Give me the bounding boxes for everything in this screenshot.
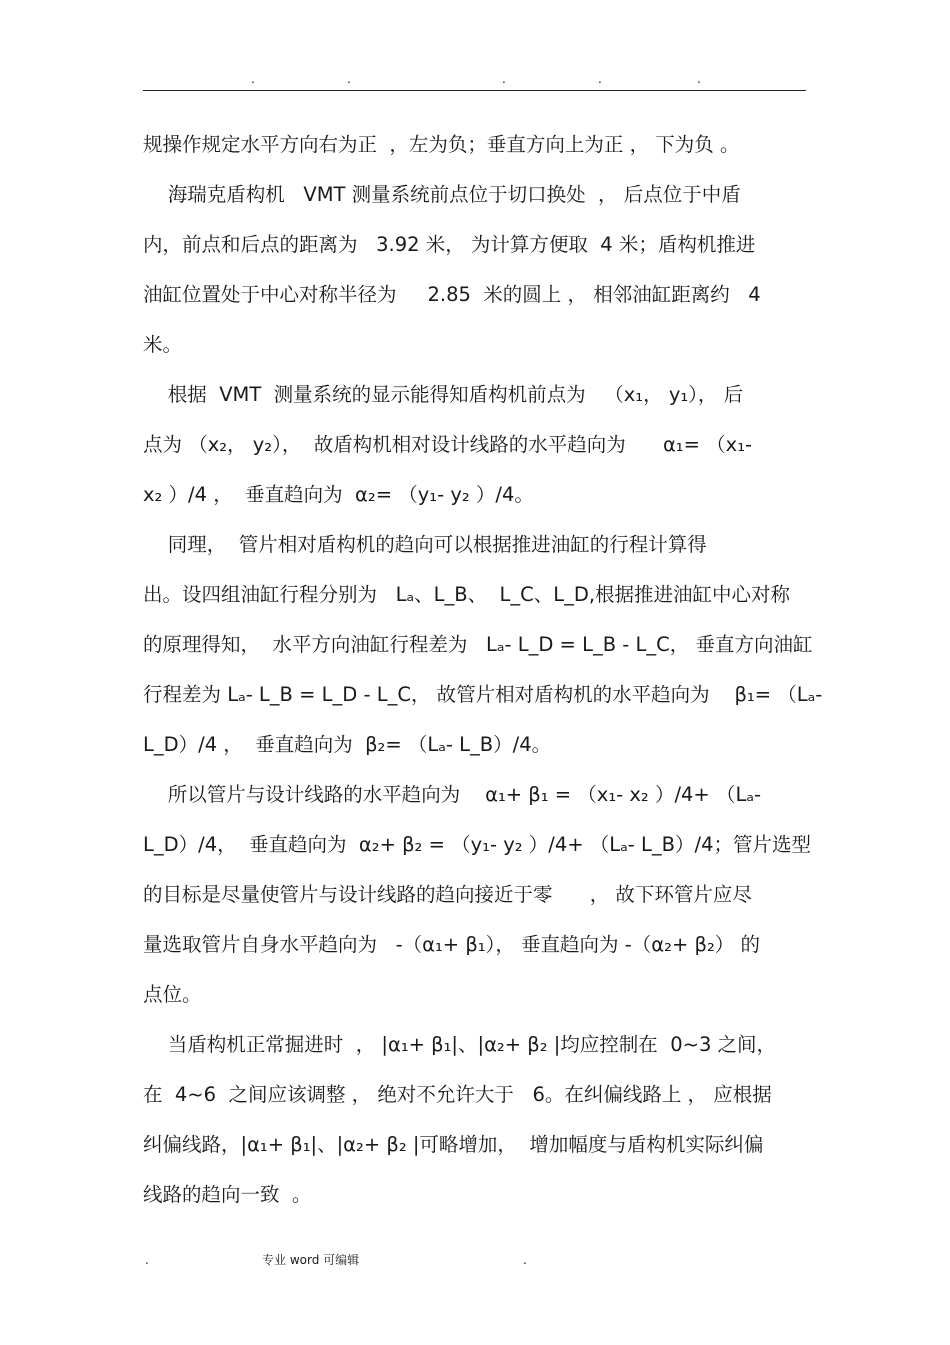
text-line: 根据 VMT 测量系统的显示能得知盾构机前点为 （x₁， y₁）， 后 bbox=[143, 383, 744, 406]
header-dot: . bbox=[697, 72, 701, 86]
text-line: 的原理得知， 水平方向油缸行程差为 Lₐ- L_D = L_B - L_C， 垂直方向油缸 bbox=[143, 633, 813, 656]
header-dots bbox=[0, 72, 950, 86]
text-line: 线路的趋向一致 。 bbox=[143, 1183, 312, 1206]
text-line: 点为 （x₂， y₂）， 故盾构机相对设计线路的水平趋向为 α₁= （x₁- bbox=[143, 433, 753, 456]
text-line: 米。 bbox=[143, 333, 183, 356]
text-line: 在 4~6 之间应该调整 ， 绝对不允许大于 6。在纠偏线路上 ， 应根据 bbox=[143, 1083, 772, 1106]
footer-left-dot: . bbox=[145, 1253, 149, 1267]
text-line: 海瑞克盾构机 VMT 测量系统前点位于切口换处 ， 后点位于中盾 bbox=[143, 183, 741, 206]
footer-right-dot: . bbox=[523, 1253, 527, 1267]
text-line: 点位。 bbox=[143, 983, 202, 1006]
text-line: 所以管片与设计线路的水平趋向为 α₁+ β₁ = （x₁- x₂ ）/4+ （Lₐ- bbox=[143, 783, 761, 806]
text-line: 油缸位置处于中心对称半径为 2.85 米的圆上 ， 相邻油缸距离约 4 bbox=[143, 283, 761, 306]
text-line: L_D）/4， 垂直趋向为 α₂+ β₂ = （y₁- y₂ ）/4+ （Lₐ- L_B）/4；管片选型 bbox=[143, 833, 811, 856]
header-dot: . bbox=[251, 72, 255, 86]
header-rule bbox=[143, 90, 806, 91]
text-line: 内，前点和后点的距离为 3.92 米， 为计算方便取 4 米；盾构机推进 bbox=[143, 233, 756, 256]
text-line: 的目标是尽量使管片与设计线路的趋向接近于零 ， 故下环管片应尽 bbox=[143, 883, 752, 906]
document-body bbox=[143, 120, 823, 1220]
page-footer bbox=[0, 1250, 950, 1270]
header-dot: . bbox=[598, 72, 602, 86]
text-line: 当盾构机正常掘进时 ， |α₁+ β₁|、|α₂+ β₂ |均应控制在 0~3 之间， bbox=[143, 1033, 777, 1056]
text-line: 量选取管片自身水平趋向为 -（α₁+ β₁）， 垂直趋向为 -（α₂+ β₂） 的 bbox=[143, 933, 760, 956]
text-line: 同理， 管片相对盾构机的趋向可以根据推进油缸的行程计算得 bbox=[143, 533, 707, 556]
footer-label: 专业 word 可编辑 bbox=[262, 1253, 360, 1267]
text-line: 出。设四组油缸行程分别为 Lₐ、L_B、 L_C、L_D,根据推进油缸中心对称 bbox=[143, 583, 791, 606]
text-line: 行程差为 Lₐ- L_B = L_D - L_C， 故管片相对盾构机的水平趋向为 β₁= （Lₐ- bbox=[143, 683, 823, 706]
header-dot: . bbox=[502, 72, 506, 86]
text-line: 规操作规定水平方向右为正 ，左为负；垂直方向上为正 ， 下为负 。 bbox=[143, 133, 740, 156]
text-line: L_D）/4 ， 垂直趋向为 β₂= （Lₐ- L_B）/4。 bbox=[143, 733, 552, 756]
text-line: 纠偏线路，|α₁+ β₁|、|α₂+ β₂ |可略增加， 增加幅度与盾构机实际纠偏 bbox=[143, 1133, 764, 1156]
header-dot: . bbox=[347, 72, 351, 86]
text-line: x₂ ）/4 ， 垂直趋向为 α₂= （y₁- y₂ ）/4。 bbox=[143, 483, 534, 506]
